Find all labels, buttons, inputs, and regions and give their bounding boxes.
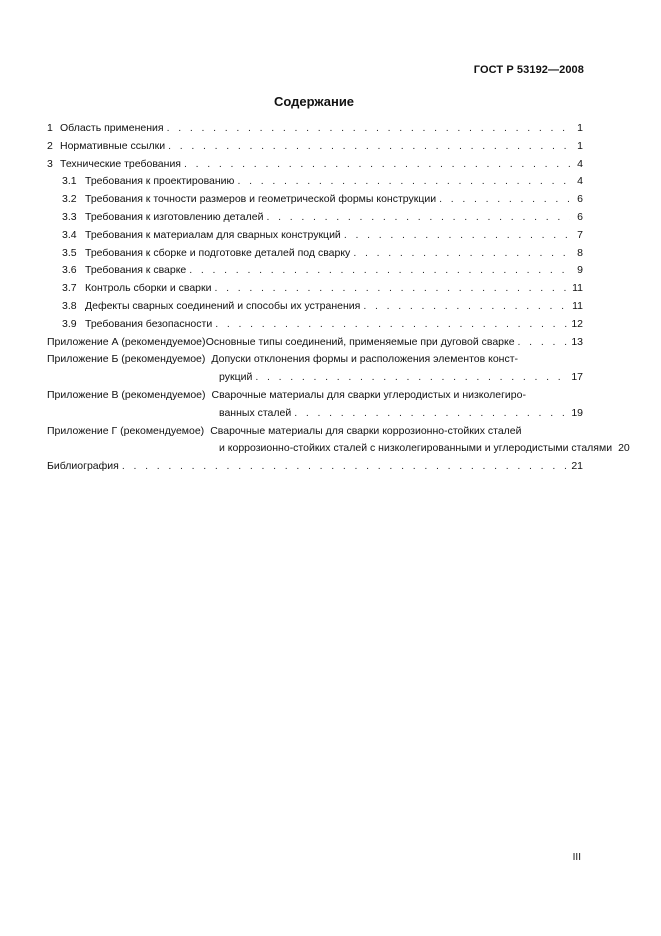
toc-item-label: Контроль сборки и сварки [85, 282, 212, 295]
toc-item-label: Технические требования [60, 157, 181, 170]
toc-item-3-3[interactable] [47, 209, 583, 227]
appendix-prefix: Приложение Б (рекомендуемое) [47, 353, 206, 366]
toc-item-page: 6 [577, 193, 583, 206]
toc-item-page: 13 [571, 335, 583, 348]
toc-item-label: Требования безопасности [85, 317, 213, 330]
toc-item-label: Требования к материалам для сварных конструкций [85, 228, 341, 241]
toc-item-number: 3.5 [62, 246, 77, 259]
toc-item-3-9[interactable] [47, 316, 583, 334]
page-number: III [572, 852, 581, 863]
toc-item-page: 20 [618, 442, 630, 455]
toc-item-label: Требования к точности размеров и геометрической формы конструкции [85, 193, 437, 206]
toc-item-3-1[interactable] [47, 173, 583, 191]
appendix-title-cont: и коррозионно-стойких сталей с низколегированными и углеродистыми сталями [219, 442, 613, 455]
toc-item-number: 3.2 [62, 193, 77, 206]
toc-item-3-5[interactable] [47, 245, 583, 263]
toc-item-page: 19 [571, 406, 583, 419]
toc-item-label: Требования к сварке [85, 264, 187, 277]
toc-item-page: 1 [577, 139, 583, 152]
toc-leader-dots [168, 138, 570, 156]
toc-item-3-7[interactable] [47, 280, 583, 298]
toc-leader-dots [237, 173, 570, 191]
toc-item-page: 7 [577, 228, 583, 241]
toc-leader-dots [167, 120, 570, 138]
toc-item-page: 11 [572, 299, 583, 312]
appendix-prefix: Приложение В (рекомендуемое) [47, 388, 206, 401]
toc-appendix-g[interactable] [47, 423, 630, 459]
toc-item-label: Дефекты сварных соединений и способы их устранения [85, 299, 361, 312]
appendix-title-cont: ванных сталей [219, 406, 292, 419]
toc-leader-dots [353, 245, 570, 263]
toc-leader-dots [344, 227, 570, 245]
toc-leader-dots [439, 191, 570, 209]
toc-leader-dots [184, 156, 570, 174]
toc-item-page: 11 [572, 282, 583, 295]
toc-item-label: Нормативные ссылки [60, 139, 166, 152]
toc-item-3-4[interactable] [47, 227, 583, 245]
toc-item-number: 3.9 [62, 317, 77, 330]
toc-item-number: 1 [47, 122, 53, 134]
appendix-title-cont: рукций [219, 371, 253, 384]
toc-leader-dots [255, 369, 568, 387]
toc-title: Содержание [273, 94, 355, 109]
toc-item-number: 3.4 [62, 228, 77, 241]
toc-item-label: Требования к изготовлению деталей [85, 210, 264, 223]
toc-item-3-2[interactable] [47, 191, 583, 209]
toc-item-2[interactable] [47, 138, 583, 156]
toc-leader-dots [266, 209, 570, 227]
appendix-title: Допуски отклонения формы и расположения элементов конст- [211, 353, 519, 366]
toc-item-label: Область применения [60, 122, 164, 134]
toc-item-page: 6 [577, 210, 583, 223]
toc-item-3-8[interactable] [47, 298, 583, 316]
toc-item-3[interactable] [47, 156, 583, 174]
toc-item-number: 3 [47, 157, 53, 170]
appendix-prefix: Приложение А (рекомендуемое) [47, 335, 206, 348]
appendix-title: Основные типы соединений, применяемые при дуговой сварке [205, 335, 515, 348]
appendix-title: Сварочные материалы для сварки углеродистых и низколегиро- [211, 388, 526, 401]
toc-item-label: Библиография [47, 460, 119, 473]
toc-appendix-b[interactable] [47, 351, 583, 387]
toc-item-number: 3.1 [62, 175, 77, 188]
toc-appendix-a[interactable] [47, 334, 583, 352]
toc-leader-dots [189, 262, 570, 280]
toc-leader-dots [518, 334, 569, 352]
toc-bibliography[interactable] [47, 458, 583, 476]
toc-item-page: 4 [577, 175, 583, 188]
toc-item-number: 2 [47, 139, 53, 152]
document-code: ГОСТ Р 53192—2008 [473, 64, 584, 76]
table-of-contents [47, 120, 630, 476]
toc-item-1[interactable] [47, 120, 583, 138]
toc-leader-dots [122, 458, 568, 476]
appendix-prefix: Приложение Г (рекомендуемое) [47, 424, 205, 437]
toc-appendix-v[interactable] [47, 387, 583, 423]
toc-item-number: 3.7 [62, 282, 77, 295]
toc-item-label: Требования к проектированию [85, 175, 235, 188]
appendix-title: Сварочные материалы для сварки коррозионно-стойких сталей [210, 424, 522, 437]
toc-item-page: 4 [577, 157, 583, 170]
toc-item-3-6[interactable] [47, 262, 583, 280]
toc-leader-dots [363, 298, 569, 316]
toc-item-page: 17 [571, 371, 583, 384]
toc-item-number: 3.6 [62, 264, 77, 277]
toc-item-number: 3.3 [62, 210, 77, 223]
toc-leader-dots [215, 316, 568, 334]
toc-item-number: 3.8 [62, 299, 77, 312]
toc-item-page: 1 [577, 122, 583, 134]
toc-item-page: 12 [571, 317, 583, 330]
toc-item-label: Требования к сборке и подготовке деталей под сварку [85, 246, 351, 259]
toc-item-page: 8 [577, 246, 583, 259]
toc-item-page: 9 [577, 264, 583, 277]
toc-leader-dots [294, 405, 568, 423]
toc-leader-dots [214, 280, 569, 298]
toc-item-page: 21 [571, 460, 583, 473]
